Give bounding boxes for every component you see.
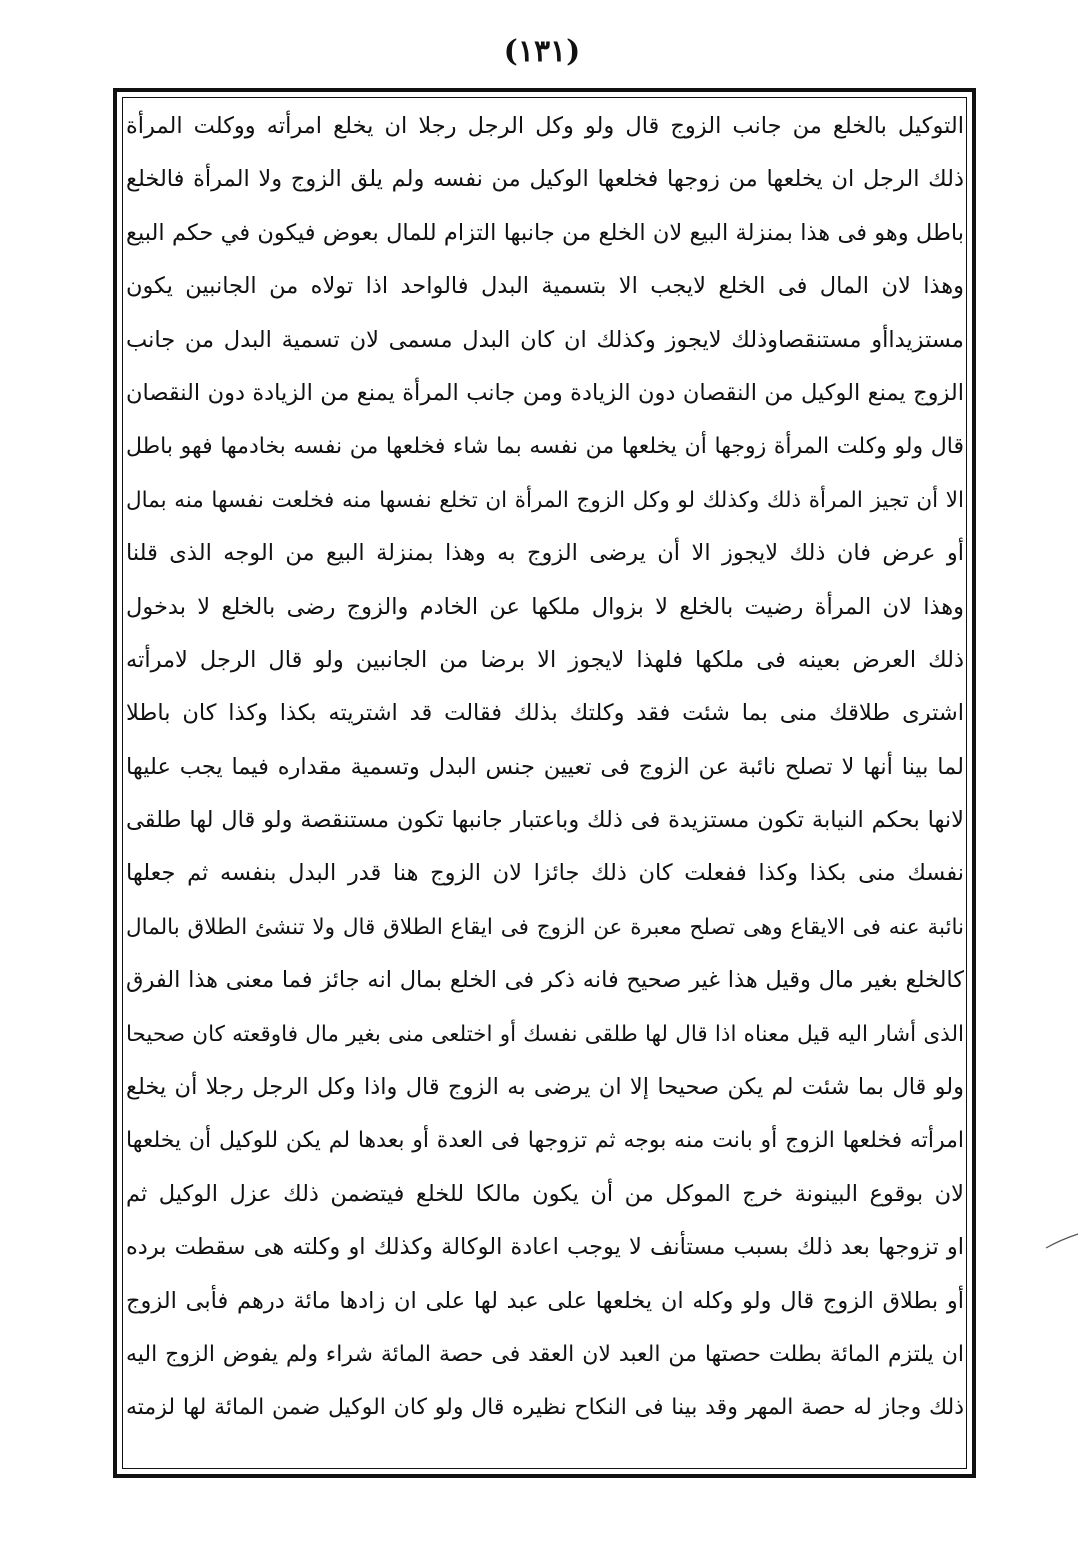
text-line: لان بوقوع البينونة خرج الموكل من أن يكون مالكا للخلع فيتضمن ذلك عزل الوكيل ثم bbox=[126, 1180, 964, 1207]
text-line: نائبة عنه فى الايقاع وهى تصلح معبرة عن الزوج فى ايقاع الطلاق قال ولا تنشئ الطلاق بالمال bbox=[126, 914, 964, 940]
text-line: نفسك منى بكذا وكذا ففعلت كان ذلك جائزا لان الزوج هنا قدر البدل بنفسه ثم جعلها bbox=[126, 860, 964, 887]
page-number: (١٣١) bbox=[503, 34, 581, 69]
text-line: أو بطلاق الزوج قال ولو وكله ان يخلعها على عبد لها على ان زادها مائة درهم فأبى الزوج bbox=[126, 1287, 964, 1314]
text-line: اشترى طلاقك منى بما شئت فقد وكلتك بذلك فقالت قد اشتريته بكذا وكذا كان باطلا bbox=[126, 700, 964, 727]
text-line: كالخلع بغير مال وقيل هذا غير صحيح فانه ذكر فى الخلع بمال انه جائز فما معنى هذا الفرق bbox=[126, 967, 964, 994]
text-line: امرأته فخلعها الزوج أو بانت منه بوجه ثم تزوجها فى العدة أو بعدها لم يكن للوكيل أن يخلعها bbox=[126, 1128, 964, 1154]
text-line: لانها بحكم النيابة تكون مستزيدة فى ذلك وباعتبار جانبها تكون مستنقصة ولو قال لها طلقى bbox=[126, 807, 964, 834]
text-line: أو عرض فان ذلك لايجوز الا أن يرضى الزوج به وهذا بمنزلة البيع من الوجه الذى قلنا bbox=[126, 540, 964, 567]
text-line: مستزيداأو مستنقصاوذلك لايجوز وكذلك ان كان البدل مسمى لان تسمية البدل من جانب bbox=[126, 326, 964, 353]
text-line: ولو قال بما شئت لم يكن صحيحا إلا ان يرضى به الزوج قال واذا وكل الرجل رجلا أن يخلع bbox=[126, 1074, 964, 1101]
text-line: او تزوجها بعد ذلك بسبب مستأنف لا يوجب اعادة الوكالة وكذلك او وكلته هى سقطت برده bbox=[126, 1234, 964, 1261]
text-line: الزوج يمنع الوكيل من النقصان دون الزيادة ومن جانب المرأة يمنع من الزيادة دون النقصان bbox=[126, 379, 964, 406]
text-line: ذلك العرض بعينه فى ملكها فلهذا لايجوز الا برضا من الجانبين ولو قال الرجل لامرأته bbox=[126, 646, 964, 673]
text-line: ذلك وجاز له حصة المهر وقد بينا فى النكاح نظيره قال ولو كان الوكيل ضمن المائة لها لزمته bbox=[126, 1395, 964, 1421]
margin-pen-mark bbox=[1044, 1232, 1080, 1250]
text-line: الا أن تجيز المرأة ذلك وكذلك لو وكل الزوج المرأة ان تخلع نفسها منه فخلعت نفسها منه بمال bbox=[126, 487, 964, 513]
text-line: ان يلتزم المائة بطلت حصتها من العبد لان العقد فى حصة المائة شراء ولم يفوض الزوج اليه bbox=[126, 1341, 964, 1367]
text-line: لما بينا أنها لا تصلح نائبة عن الزوج فى تعيين جنس البدل وتسمية مقداره فيما يجب عليها bbox=[126, 753, 964, 780]
text-line: ذلك الرجل ان يخلعها من زوجها فخلعها الوكيل من نفسه ولم يلق الزوج ولا المرأة فالخلع bbox=[126, 166, 964, 193]
text-line: قال ولو وكلت المرأة زوجها أن يخلعها من نفسه بما شاء فخلعها من نفسه بخادمها فهو باطل bbox=[126, 434, 964, 460]
body-text bbox=[126, 100, 964, 1472]
text-line: وهذا لان المرأة رضيت بالخلع لا بزوال ملكها عن الخادم والزوج رضى بالخلع لا بدخول bbox=[126, 593, 964, 620]
text-line: التوكيل بالخلع من جانب الزوج قال ولو وكل الرجل رجلا ان يخلع امرأته ووكلت المرأة bbox=[126, 113, 964, 139]
text-line: الذى أشار اليه قيل معناه اذا قال لها طلقى نفسك أو اختلعى منى بغير مال فاوقعته كان صحيحا bbox=[126, 1021, 964, 1047]
text-line: وهذا لان المال فى الخلع لايجب الا بتسمية البدل فالواحد اذا تولاه من الجانبين يكون bbox=[126, 273, 964, 300]
text-line: باطل وهو فى هذا بمنزلة البيع لان الخلع من جانبها التزام للمال بعوض فيكون في حكم البيع bbox=[126, 219, 964, 246]
